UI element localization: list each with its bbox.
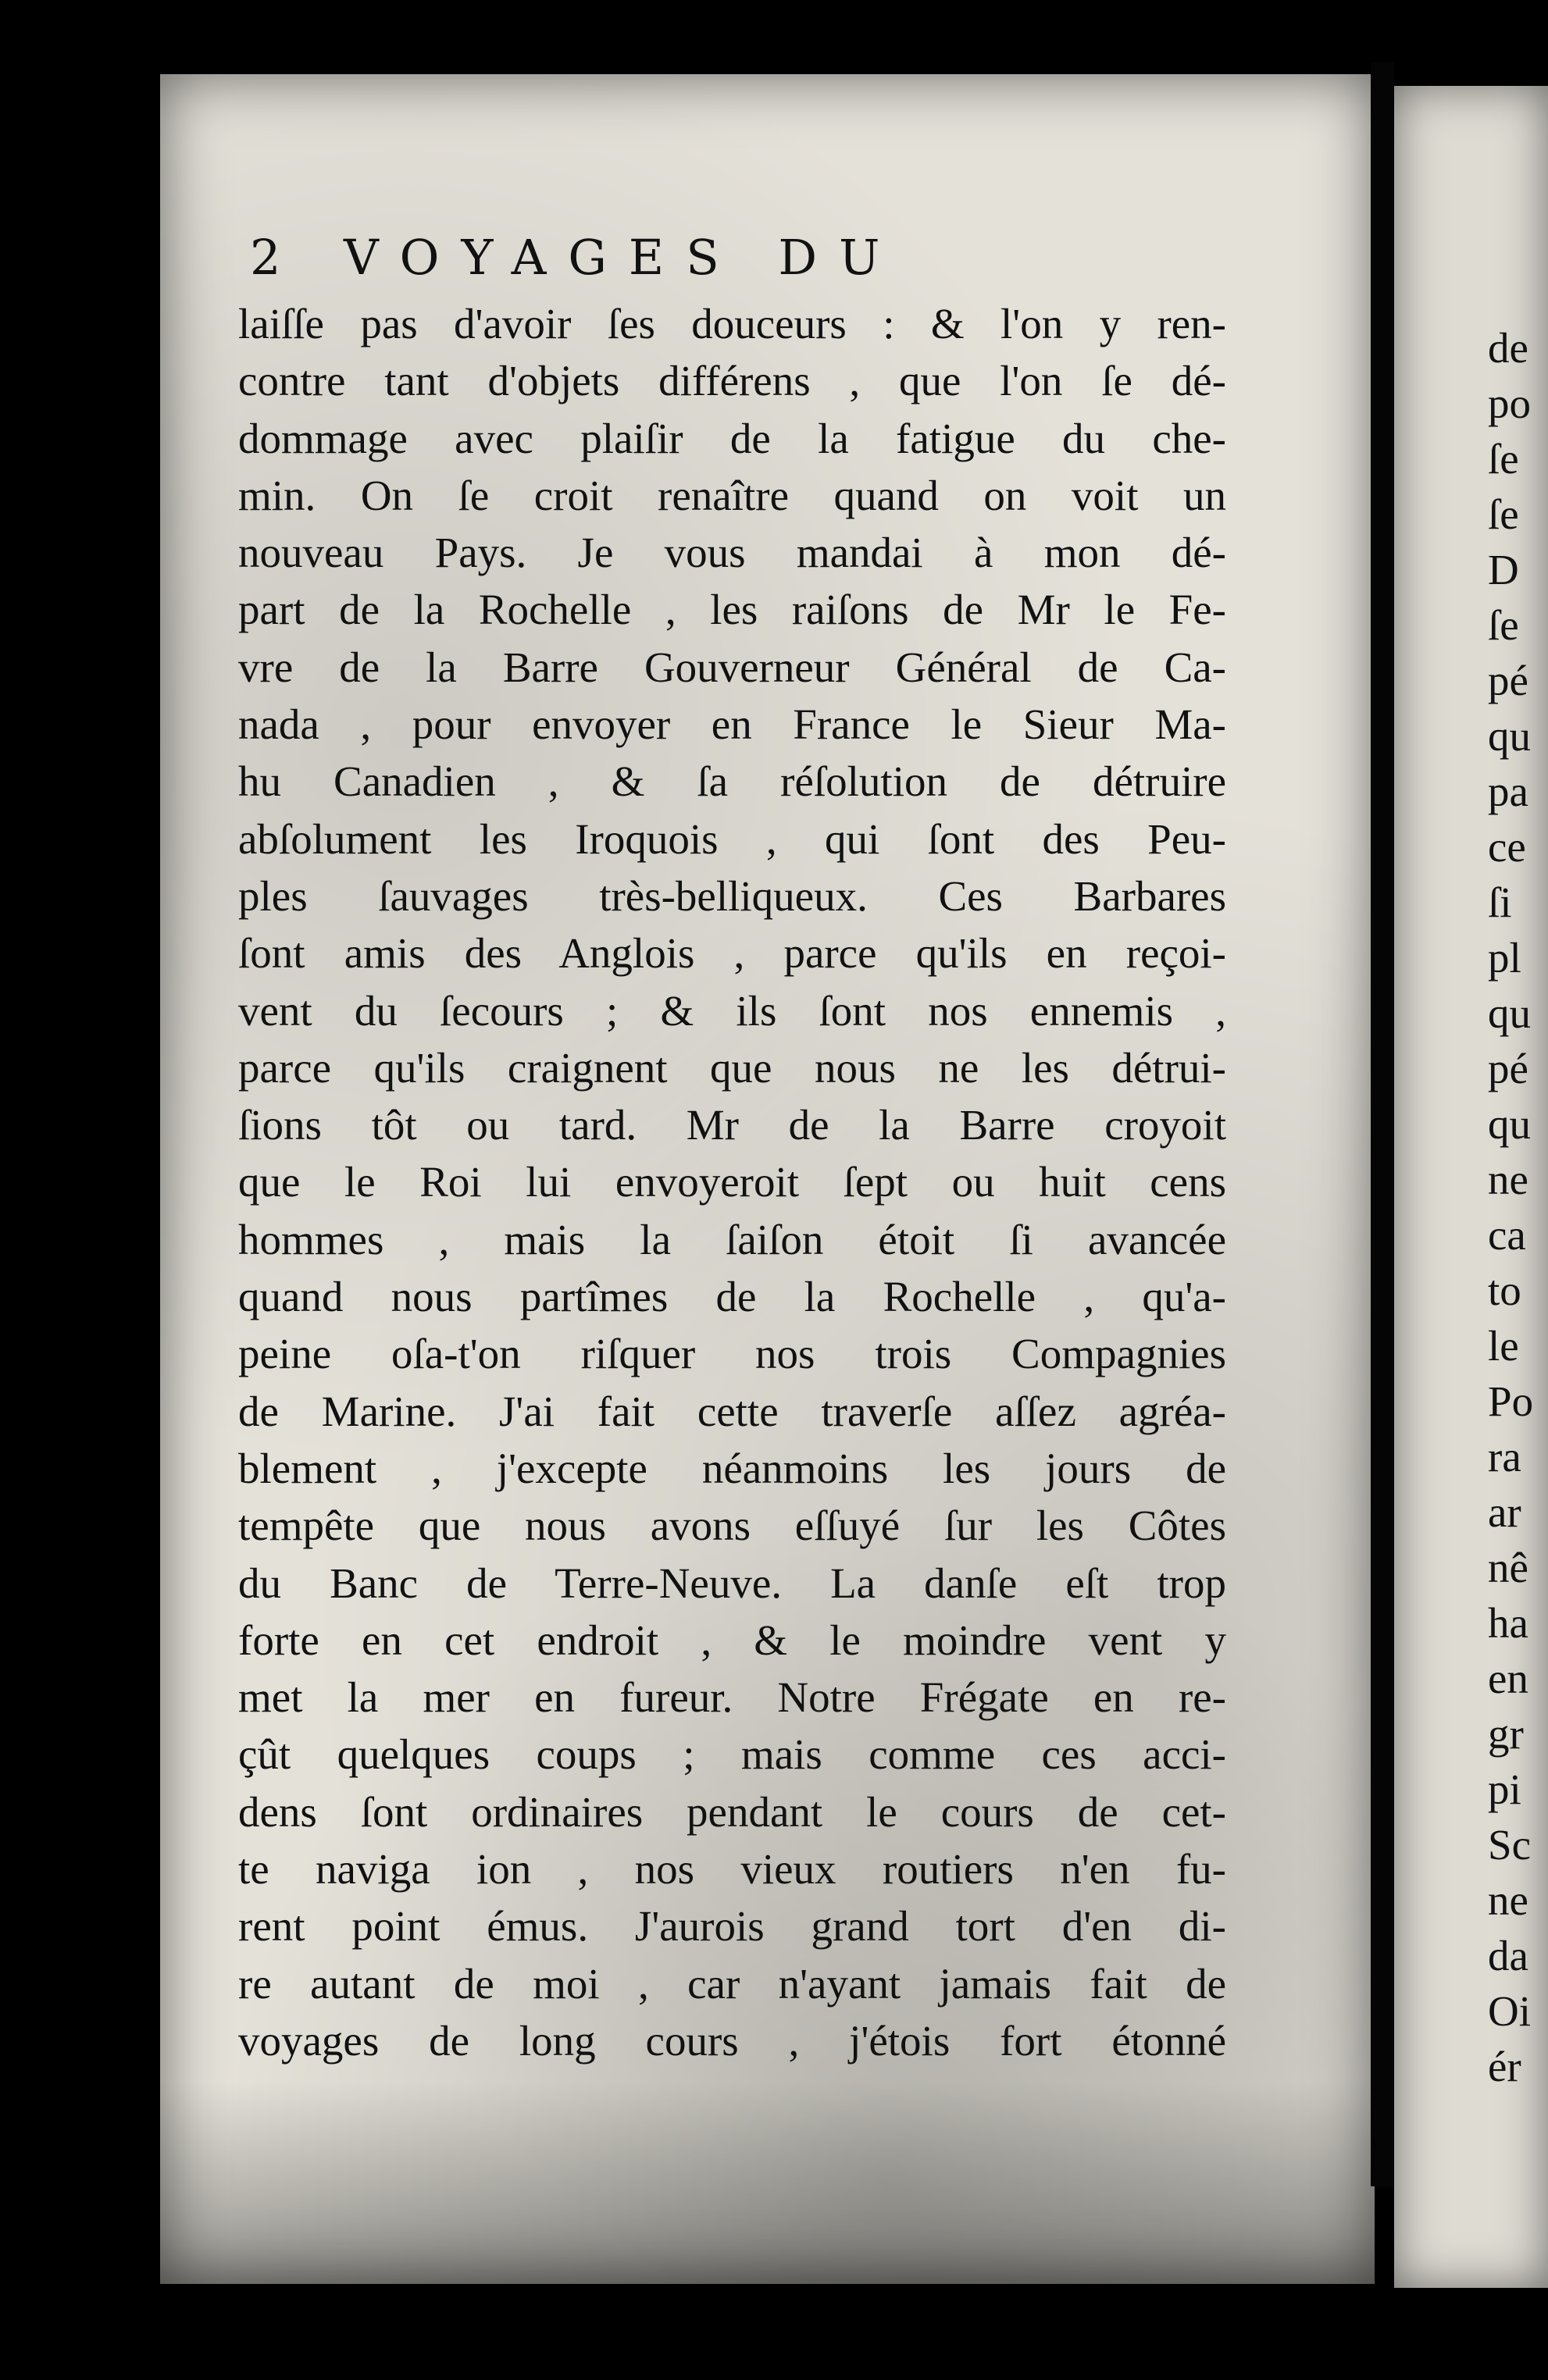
facing-text-fragment: qu bbox=[1488, 712, 1531, 760]
text-line: te naviga ion , nos vieux routiers n'en fu- bbox=[238, 1845, 1226, 1894]
facing-text-fragment: pé bbox=[1488, 657, 1528, 704]
text-line: ſions tôt ou tard. Mr de la Barre croyoit bbox=[238, 1101, 1226, 1149]
facing-text-fragment: da bbox=[1488, 1932, 1528, 1979]
facing-text-fragment: pi bbox=[1488, 1765, 1521, 1813]
page-shadow bbox=[160, 2081, 1375, 2284]
facing-text-fragment: pé bbox=[1488, 1045, 1528, 1092]
facing-text-fragment: ſe bbox=[1488, 435, 1519, 483]
facing-text-fragment: le bbox=[1488, 1322, 1519, 1370]
body-text bbox=[238, 295, 1226, 2069]
facing-page-text bbox=[1488, 320, 1548, 2094]
facing-text-fragment: ſe bbox=[1488, 601, 1519, 649]
facing-text-fragment: ſe bbox=[1488, 490, 1519, 538]
text-line: forte en cet endroit , & le moindre vent y bbox=[238, 1616, 1226, 1664]
facing-text-fragment: po bbox=[1488, 379, 1531, 427]
running-head bbox=[250, 223, 1312, 293]
running-title: VOYAGES DU bbox=[344, 229, 902, 286]
facing-text-fragment: qu bbox=[1488, 989, 1531, 1037]
facing-text-fragment: ſi bbox=[1488, 878, 1512, 926]
facing-text-fragment: ér bbox=[1488, 2043, 1521, 2090]
text-line: contre tant d'objets différens , que l'on ſe dé- bbox=[238, 357, 1226, 405]
text-line: rent point émus. J'aurois grand tort d'en di- bbox=[238, 1902, 1226, 1951]
facing-text-fragment: ce bbox=[1488, 823, 1526, 871]
facing-text-fragment: Sc bbox=[1488, 1821, 1531, 1869]
facing-text-fragment: de bbox=[1488, 324, 1528, 372]
facing-text-fragment: gr bbox=[1488, 1710, 1524, 1758]
text-line: tempête que nous avons eſſuyé ſur les Côtes bbox=[238, 1502, 1226, 1550]
text-line: voyages de long cours , j'étois fort étonné bbox=[238, 2016, 1226, 2065]
text-line: du Banc de Terre-Neuve. La danſe eſt trop bbox=[238, 1559, 1226, 1607]
facing-text-fragment: Po bbox=[1488, 1377, 1534, 1425]
text-line: re autant de moi , car n'ayant jamais fait de bbox=[238, 1959, 1226, 2008]
text-line: met la mer en fureur. Notre Frégate en re- bbox=[238, 1673, 1226, 1722]
text-line: çût quelques coups ; mais comme ces acci- bbox=[238, 1730, 1226, 1779]
text-line: parce qu'ils craignent que nous ne les détrui- bbox=[238, 1043, 1226, 1092]
facing-text-fragment: ne bbox=[1488, 1156, 1528, 1203]
facing-text-fragment: ar bbox=[1488, 1488, 1521, 1536]
facing-text-fragment: nê bbox=[1488, 1544, 1528, 1591]
text-line: ples ſauvages très-belliqueux. Ces Barbares bbox=[238, 871, 1226, 920]
facing-text-fragment: Oi bbox=[1488, 1987, 1531, 2035]
facing-text-fragment: ca bbox=[1488, 1211, 1526, 1259]
text-line: part de la Rochelle , les raiſons de Mr le Fe- bbox=[238, 586, 1226, 634]
page-number: 2 bbox=[250, 229, 281, 286]
text-line: quand nous partîmes de la Rochelle , qu'a- bbox=[238, 1273, 1226, 1321]
facing-text-fragment: pa bbox=[1488, 768, 1528, 815]
text-line: hommes , mais la ſaiſon étoit ſi avancée bbox=[238, 1215, 1226, 1263]
text-line: que le Roi lui envoyeroit ſept ou huit cens bbox=[238, 1158, 1226, 1206]
text-line: peine oſa-t'on riſquer nos trois Compagnies bbox=[238, 1330, 1226, 1378]
text-line: min. On ſe croit renaître quand on voit un bbox=[238, 471, 1226, 519]
facing-text-fragment: en bbox=[1488, 1655, 1528, 1702]
text-line: ſont amis des Anglois , parce qu'ils en reçoi- bbox=[238, 929, 1226, 978]
text-line: nada , pour envoyer en France le Sieur Ma- bbox=[238, 700, 1226, 749]
text-line: abſolument les Iroquois , qui ſont des Peu- bbox=[238, 814, 1226, 863]
facing-text-fragment: ha bbox=[1488, 1599, 1528, 1647]
text-line: laiſſe pas d'avoir ſes douceurs : & l'on y ren- bbox=[238, 300, 1226, 347]
text-line: de Marine. J'ai fait cette traverſe aſſez agréa- bbox=[238, 1387, 1226, 1435]
text-line: vre de la Barre Gouverneur Général de Ca- bbox=[238, 643, 1226, 691]
book-gutter bbox=[1371, 62, 1394, 2186]
facing-text-fragment: ne bbox=[1488, 1876, 1528, 1924]
text-line: nouveau Pays. Je vous mandai à mon dé- bbox=[238, 529, 1226, 577]
facing-text-fragment: D bbox=[1488, 546, 1519, 593]
facing-text-fragment: to bbox=[1488, 1267, 1521, 1314]
text-line: hu Canadien , & ſa réſolution de détruire bbox=[238, 757, 1226, 806]
facing-text-fragment: pl bbox=[1488, 934, 1521, 982]
text-line: vent du ſecours ; & ils ſont nos ennemis , bbox=[238, 986, 1226, 1035]
facing-text-fragment: qu bbox=[1488, 1100, 1531, 1148]
text-line: dommage avec plaiſir de la fatigue du che- bbox=[238, 414, 1226, 462]
text-line: blement , j'excepte néanmoins les jours de bbox=[238, 1444, 1226, 1492]
text-line: dens ſont ordinaires pendant le cours de cet- bbox=[238, 1787, 1226, 1836]
facing-text-fragment: ra bbox=[1488, 1433, 1521, 1480]
